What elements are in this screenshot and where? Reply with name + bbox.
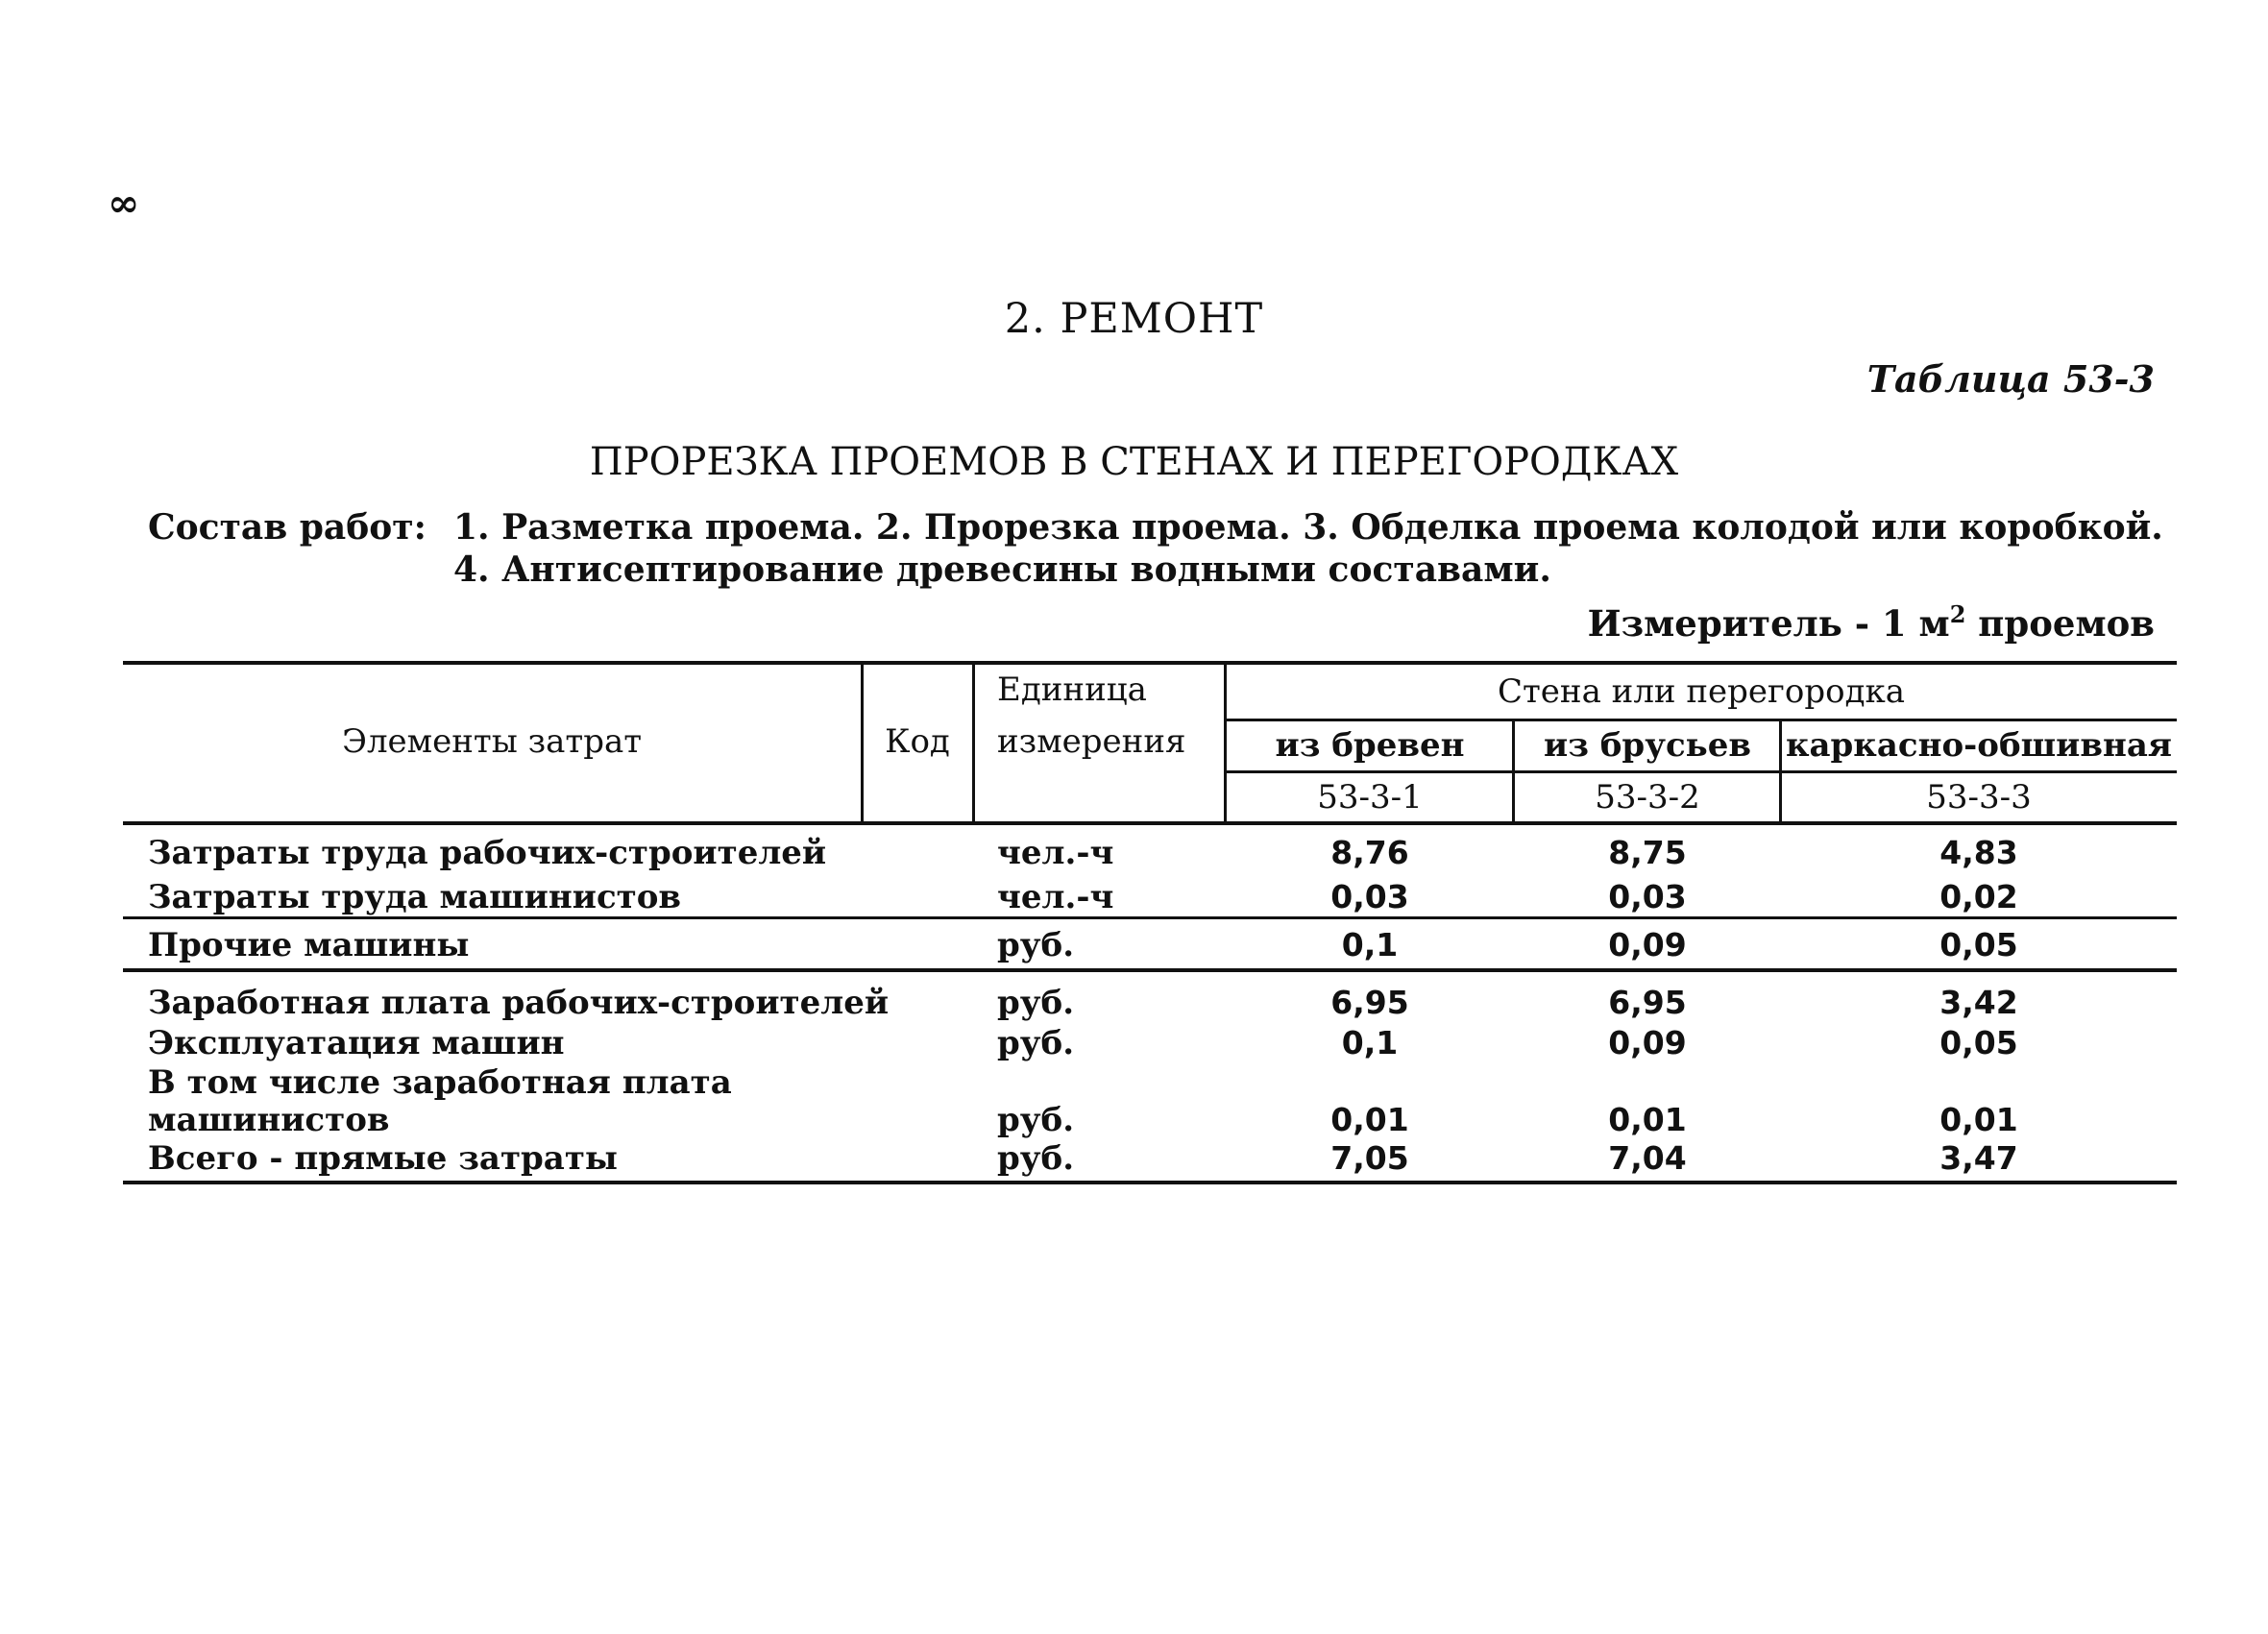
unit-measure-sup: 2 — [1949, 600, 1966, 628]
page-number: ∞ — [108, 181, 140, 226]
table-cell: 8,76 — [1330, 834, 1409, 871]
group-header-rule — [1226, 719, 2177, 721]
table-cell: 6,95 — [1330, 984, 1409, 1021]
table-cell: 0,05 — [1939, 1024, 2018, 1061]
table-bottom-rule — [123, 1181, 2177, 1184]
table-row-unit: руб. — [997, 984, 1075, 1022]
table-row-label: В том числе заработная плата — [148, 1063, 732, 1102]
table-row-unit: чел.-ч — [997, 878, 1114, 916]
table-cell: 0,01 — [1608, 1101, 1687, 1138]
header-col2: из брусьев — [1543, 726, 1751, 765]
table-cell: 0,03 — [1608, 878, 1687, 915]
work-composition-line-2: 4. Антисептирование древесины водными составами. — [453, 549, 1551, 590]
table-row-label: Эксплуатация машин — [148, 1024, 565, 1062]
table-cell: 7,04 — [1608, 1139, 1687, 1177]
header-code: Код — [885, 722, 950, 761]
table-row-label: Всего - прямые затраты — [148, 1139, 618, 1178]
table-title: ПРОРЕЗКА ПРОЕМОВ В СТЕНАХ И ПЕРЕГОРОДКАХ — [589, 440, 1679, 484]
row-separator-2 — [123, 968, 2177, 972]
row-separator-1 — [123, 916, 2177, 919]
table-cell: 7,05 — [1330, 1139, 1409, 1177]
table-cell: 0,09 — [1608, 926, 1687, 963]
table-row-unit: руб. — [997, 1139, 1075, 1178]
header-code2: 53-3-2 — [1595, 778, 1700, 817]
table-row-label: Затраты труда рабочих-строителей — [148, 834, 827, 872]
table-cell: 3,47 — [1939, 1139, 2018, 1177]
table-row-unit: руб. — [997, 1101, 1075, 1139]
table-row-unit: чел.-ч — [997, 834, 1114, 872]
header-code3: 53-3-3 — [1926, 778, 2032, 817]
table-row-label: Прочие машины — [148, 926, 470, 964]
table-cell: 0,01 — [1939, 1101, 2018, 1138]
table-cell: 8,75 — [1608, 834, 1687, 871]
table-cell: 4,83 — [1939, 834, 2018, 871]
table-cell: 6,95 — [1608, 984, 1687, 1021]
table-cell: 0,1 — [1341, 1024, 1399, 1061]
header-group: Стена или перегородка — [1497, 672, 1906, 711]
table-row-label: Затраты труда машинистов — [148, 878, 682, 916]
table-row-unit: руб. — [997, 926, 1075, 964]
table-row-label: Заработная плата рабочих-строителей — [148, 984, 890, 1022]
unit-measure — [1588, 601, 2155, 646]
table-cell: 0,01 — [1330, 1101, 1409, 1138]
table-cell: 0,1 — [1341, 926, 1399, 963]
unit-measure-prefix: Измеритель - 1 м — [1587, 602, 1950, 645]
table-row-label: машинистов — [148, 1101, 390, 1139]
header-unit-line2: измерения — [997, 722, 1186, 761]
work-composition-label: Состав работ: — [148, 507, 427, 548]
table-cell: 0,03 — [1330, 878, 1409, 915]
header-unit-line1: Единица — [997, 671, 1147, 709]
section-title: 2. РЕМОНТ — [1004, 295, 1264, 343]
table-cell: 0,02 — [1939, 878, 2018, 915]
header-elements: Элементы затрат — [341, 722, 643, 761]
table-number: Таблица 53-3 — [1866, 357, 2155, 401]
table-cell: 0,09 — [1608, 1024, 1687, 1061]
subheader-rule — [1226, 770, 2177, 773]
header-code1: 53-3-1 — [1317, 778, 1423, 817]
table-cell: 3,42 — [1939, 984, 2018, 1021]
header-col3: каркасно-обшивная — [1785, 726, 2173, 765]
table-top-rule — [123, 661, 2177, 665]
table-row-unit: руб. — [997, 1024, 1075, 1062]
unit-measure-suffix: проемов — [1965, 602, 2155, 645]
code-col-divider-right — [972, 663, 975, 823]
header-col1: из бревен — [1275, 726, 1465, 765]
work-composition-line-1: 1. Разметка проема. 2. Прорезка проема. 3. Обделка проема колодой или коробкой. — [453, 507, 2163, 548]
table-cell: 0,05 — [1939, 926, 2018, 963]
header-bottom-rule — [123, 821, 2177, 825]
